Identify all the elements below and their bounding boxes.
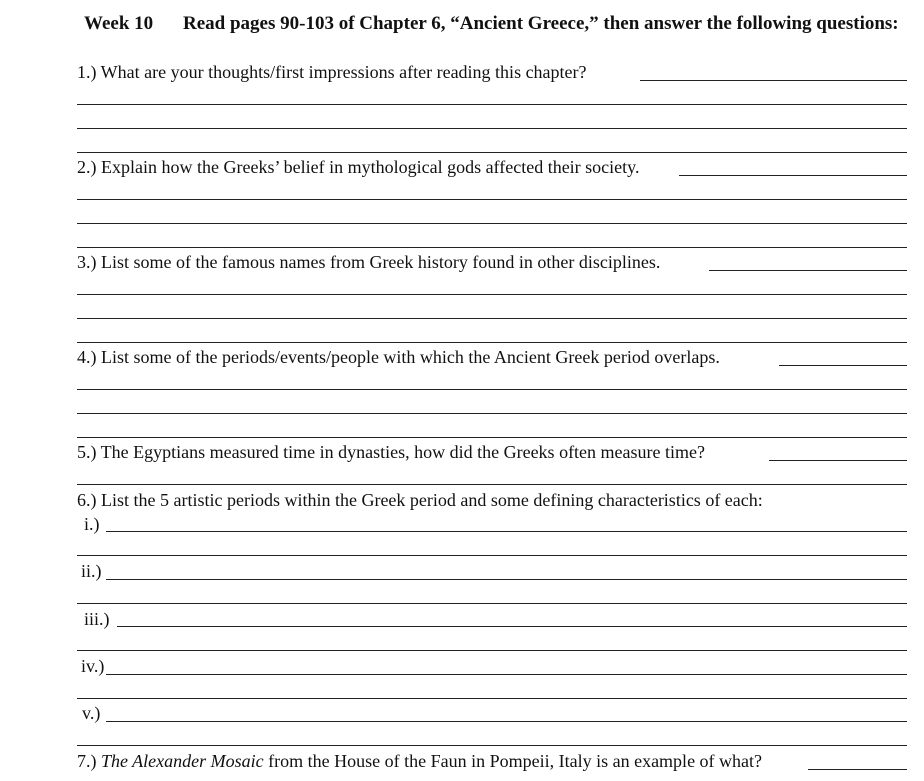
- answer-line[interactable]: [77, 223, 907, 224]
- answer-line[interactable]: [106, 531, 907, 532]
- answer-line[interactable]: [77, 745, 907, 746]
- item-label-ii: ii.): [81, 561, 102, 581]
- question-5: 5.) The Egyptians measured time in dynasties, how did the Greeks often measure time?: [77, 442, 705, 462]
- answer-line[interactable]: [77, 698, 907, 699]
- question-7: [77, 751, 762, 771]
- answer-line[interactable]: [769, 460, 907, 461]
- answer-line[interactable]: [77, 413, 907, 414]
- answer-line[interactable]: [77, 104, 907, 105]
- answer-line[interactable]: [77, 247, 907, 248]
- answer-line[interactable]: [77, 603, 907, 604]
- item-label-iii: iii.): [84, 609, 110, 629]
- question-3: 3.) List some of the famous names from Greek history found in other disciplines.: [77, 252, 661, 272]
- answer-line[interactable]: [77, 152, 907, 153]
- item-label-iv: iv.): [81, 656, 105, 676]
- answer-line[interactable]: [77, 555, 907, 556]
- answer-line[interactable]: [77, 650, 907, 651]
- answer-line[interactable]: [77, 128, 907, 129]
- answer-line[interactable]: [77, 318, 907, 319]
- answer-line[interactable]: [779, 365, 907, 366]
- item-label-v: v.): [82, 703, 101, 723]
- question-2: 2.) Explain how the Greeks’ belief in mythological gods affected their society.: [77, 157, 640, 177]
- answer-line[interactable]: [106, 674, 907, 675]
- question-7-prefix: 7.): [77, 751, 101, 771]
- answer-line[interactable]: [77, 437, 907, 438]
- answer-line[interactable]: [709, 270, 907, 271]
- question-1: 1.) What are your thoughts/first impressions after reading this chapter?: [77, 62, 587, 82]
- instruction-heading: Read pages 90-103 of Chapter 6, “Ancient Greece,” then answer the following questions:: [183, 13, 899, 34]
- answer-line[interactable]: [77, 342, 907, 343]
- answer-line[interactable]: [808, 769, 907, 770]
- answer-line[interactable]: [106, 579, 907, 580]
- question-4: 4.) List some of the periods/events/people with which the Ancient Greek period overlaps.: [77, 347, 720, 367]
- answer-line[interactable]: [117, 626, 907, 627]
- answer-line[interactable]: [77, 199, 907, 200]
- question-6: 6.) List the 5 artistic periods within the Greek period and some defining characteristics of each:: [77, 490, 763, 510]
- answer-line[interactable]: [640, 80, 907, 81]
- answer-line[interactable]: [106, 721, 907, 722]
- artwork-title: The Alexander Mosaic: [101, 751, 264, 771]
- answer-line[interactable]: [77, 294, 907, 295]
- answer-line[interactable]: [77, 389, 907, 390]
- answer-line[interactable]: [77, 484, 907, 485]
- week-label: Week 10: [84, 13, 154, 34]
- item-label-i: i.): [84, 514, 100, 534]
- answer-line[interactable]: [679, 175, 907, 176]
- question-7-text: from the House of the Faun in Pompeii, Italy is an example of what?: [263, 751, 763, 771]
